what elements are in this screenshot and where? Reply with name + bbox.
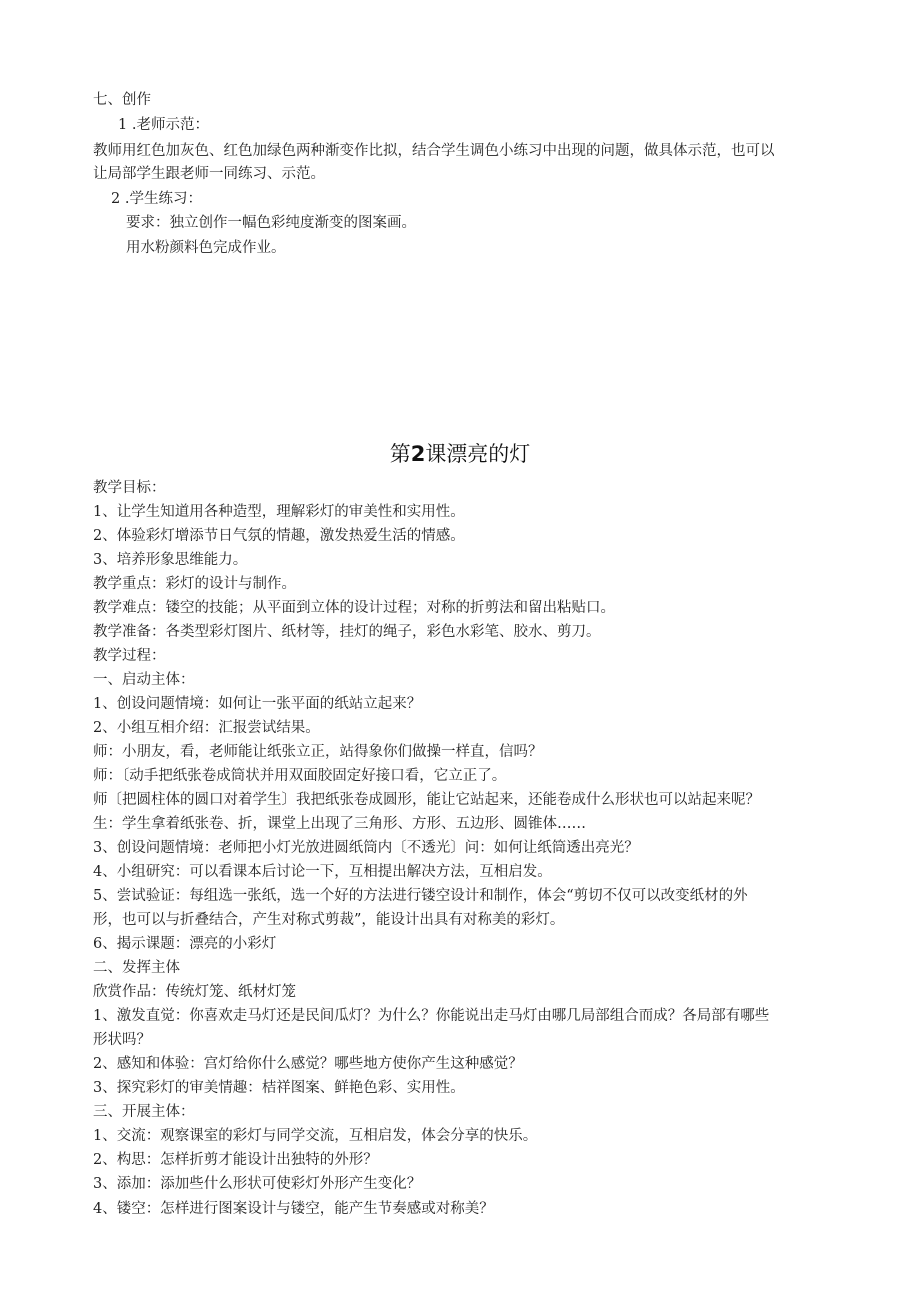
requirement-line: 要求：独立创作一幅色彩纯度渐变的图案画。 — [126, 215, 416, 231]
text-line: 4、镂空：怎样进行图案设计与镂空，能产生节奏感或对称美？ — [93, 1201, 494, 1217]
lesson-title-prefix: 第 — [389, 442, 411, 466]
sub-item-teacher-demo: 1 .老师示范： — [118, 117, 209, 133]
text-line: 三、开展主体： — [93, 1104, 195, 1120]
text-line: 2、感知和体验：宫灯给你什么感觉？哪些地方使你产生这种感觉？ — [93, 1056, 523, 1072]
text-line: 5、尝试验证：每组选一张纸，选一个好的方法进行镂空设计和制作，体会“剪切不仅可以改变纸材的外 — [93, 888, 748, 904]
lesson-number: 2 — [410, 442, 426, 466]
text-line: 教学目标： — [93, 480, 166, 496]
text-line: 2、体验彩灯增添节日气氛的情趣，激发热爱生活的情感。 — [93, 528, 465, 544]
paragraph-line: 让局部学生跟老师一同练习、示范。 — [93, 166, 325, 182]
text-line: 3、培养形象思维能力。 — [93, 552, 248, 568]
text-line: 3、探究彩灯的审美情趣：桔祥图案、鲜艳色彩、实用性。 — [93, 1080, 465, 1096]
text-line: 6、揭示课题：漂亮的小彩灯 — [93, 936, 277, 952]
paragraph-line: 教师用红色加灰色、红色加绿色两种渐变作比拟，结合学生调色小练习中出现的问题，做具体示范，也可以 — [93, 143, 775, 159]
text-line: 师〔把圆柱体的圆口对着学生〕我把纸张卷成圆形，能让它站起来，还能卷成什么形状也可以站起来呢？ — [93, 792, 760, 808]
text-line: 3、创设问题情境：老师把小灯光放进圆纸筒内〔不透光〕问：如何让纸筒透出亮光？ — [93, 840, 639, 856]
text-line: 2、小组互相介绍：汇报尝试结果。 — [93, 720, 320, 736]
text-line: 生：学生拿着纸张卷、折，课堂上出现了三角形、方形、五边形、圆锥体…… — [93, 816, 586, 832]
lesson-title — [0, 440, 920, 468]
text-line: 1、创设问题情境：如何让一张平面的纸站立起来？ — [93, 696, 422, 712]
text-line: 1、让学生知道用各种造型，理解彩灯的审美性和实用性。 — [93, 504, 465, 520]
lesson-title-text: 课漂亮的灯 — [425, 442, 531, 466]
text-line: 教学重点：彩灯的设计与制作。 — [93, 576, 296, 592]
text-line: 欣赏作品：传统灯笼、纸材灯笼 — [93, 984, 296, 1000]
text-line: 教学难点：镂空的技能；从平面到立体的设计过程；对称的折剪法和留出粘贴口。 — [93, 600, 615, 616]
text-line: 教学过程： — [93, 648, 166, 664]
text-line: 形，也可以与折叠结合，产生对称式剪裁”，能设计出具有对称美的彩灯。 — [93, 912, 565, 928]
sub-item-student-practice: 2 .学生练习： — [111, 191, 202, 207]
text-line: 1、激发直觉：你喜欢走马灯还是民间瓜灯？为什么？你能说出走马灯由哪几局部组合而成？各局部有哪些 — [93, 1008, 770, 1024]
section-heading: 七、创作 — [93, 92, 151, 108]
text-line: 2、构思：怎样折剪才能设计出独特的外形？ — [93, 1152, 378, 1168]
text-line: 3、添加：添加些什么形状可使彩灯外形产生变化？ — [93, 1176, 422, 1192]
text-line: 1、交流：观察课室的彩灯与同学交流，互相启发，体会分享的快乐。 — [93, 1128, 538, 1144]
text-line: 一、启动主体： — [93, 672, 195, 688]
requirement-line: 用水粉颜料色完成作业。 — [126, 240, 286, 256]
text-line: 二、发挥主体 — [93, 960, 180, 976]
text-line: 形状吗？ — [93, 1032, 151, 1048]
text-line: 师：〔动手把纸张卷成筒状并用双面胶固定好接口看，它立正了。 — [93, 768, 507, 784]
text-line: 师：小朋友，看，老师能让纸张立正，站得象你们做操一样直，信吗？ — [93, 744, 543, 760]
text-line: 4、小组研究：可以看课本后讨论一下，互相提出解决方法，互相启发。 — [93, 864, 552, 880]
text-line: 教学准备：各类型彩灯图片、纸材等，挂灯的绳子，彩色水彩笔、胶水、剪刀。 — [93, 624, 601, 640]
